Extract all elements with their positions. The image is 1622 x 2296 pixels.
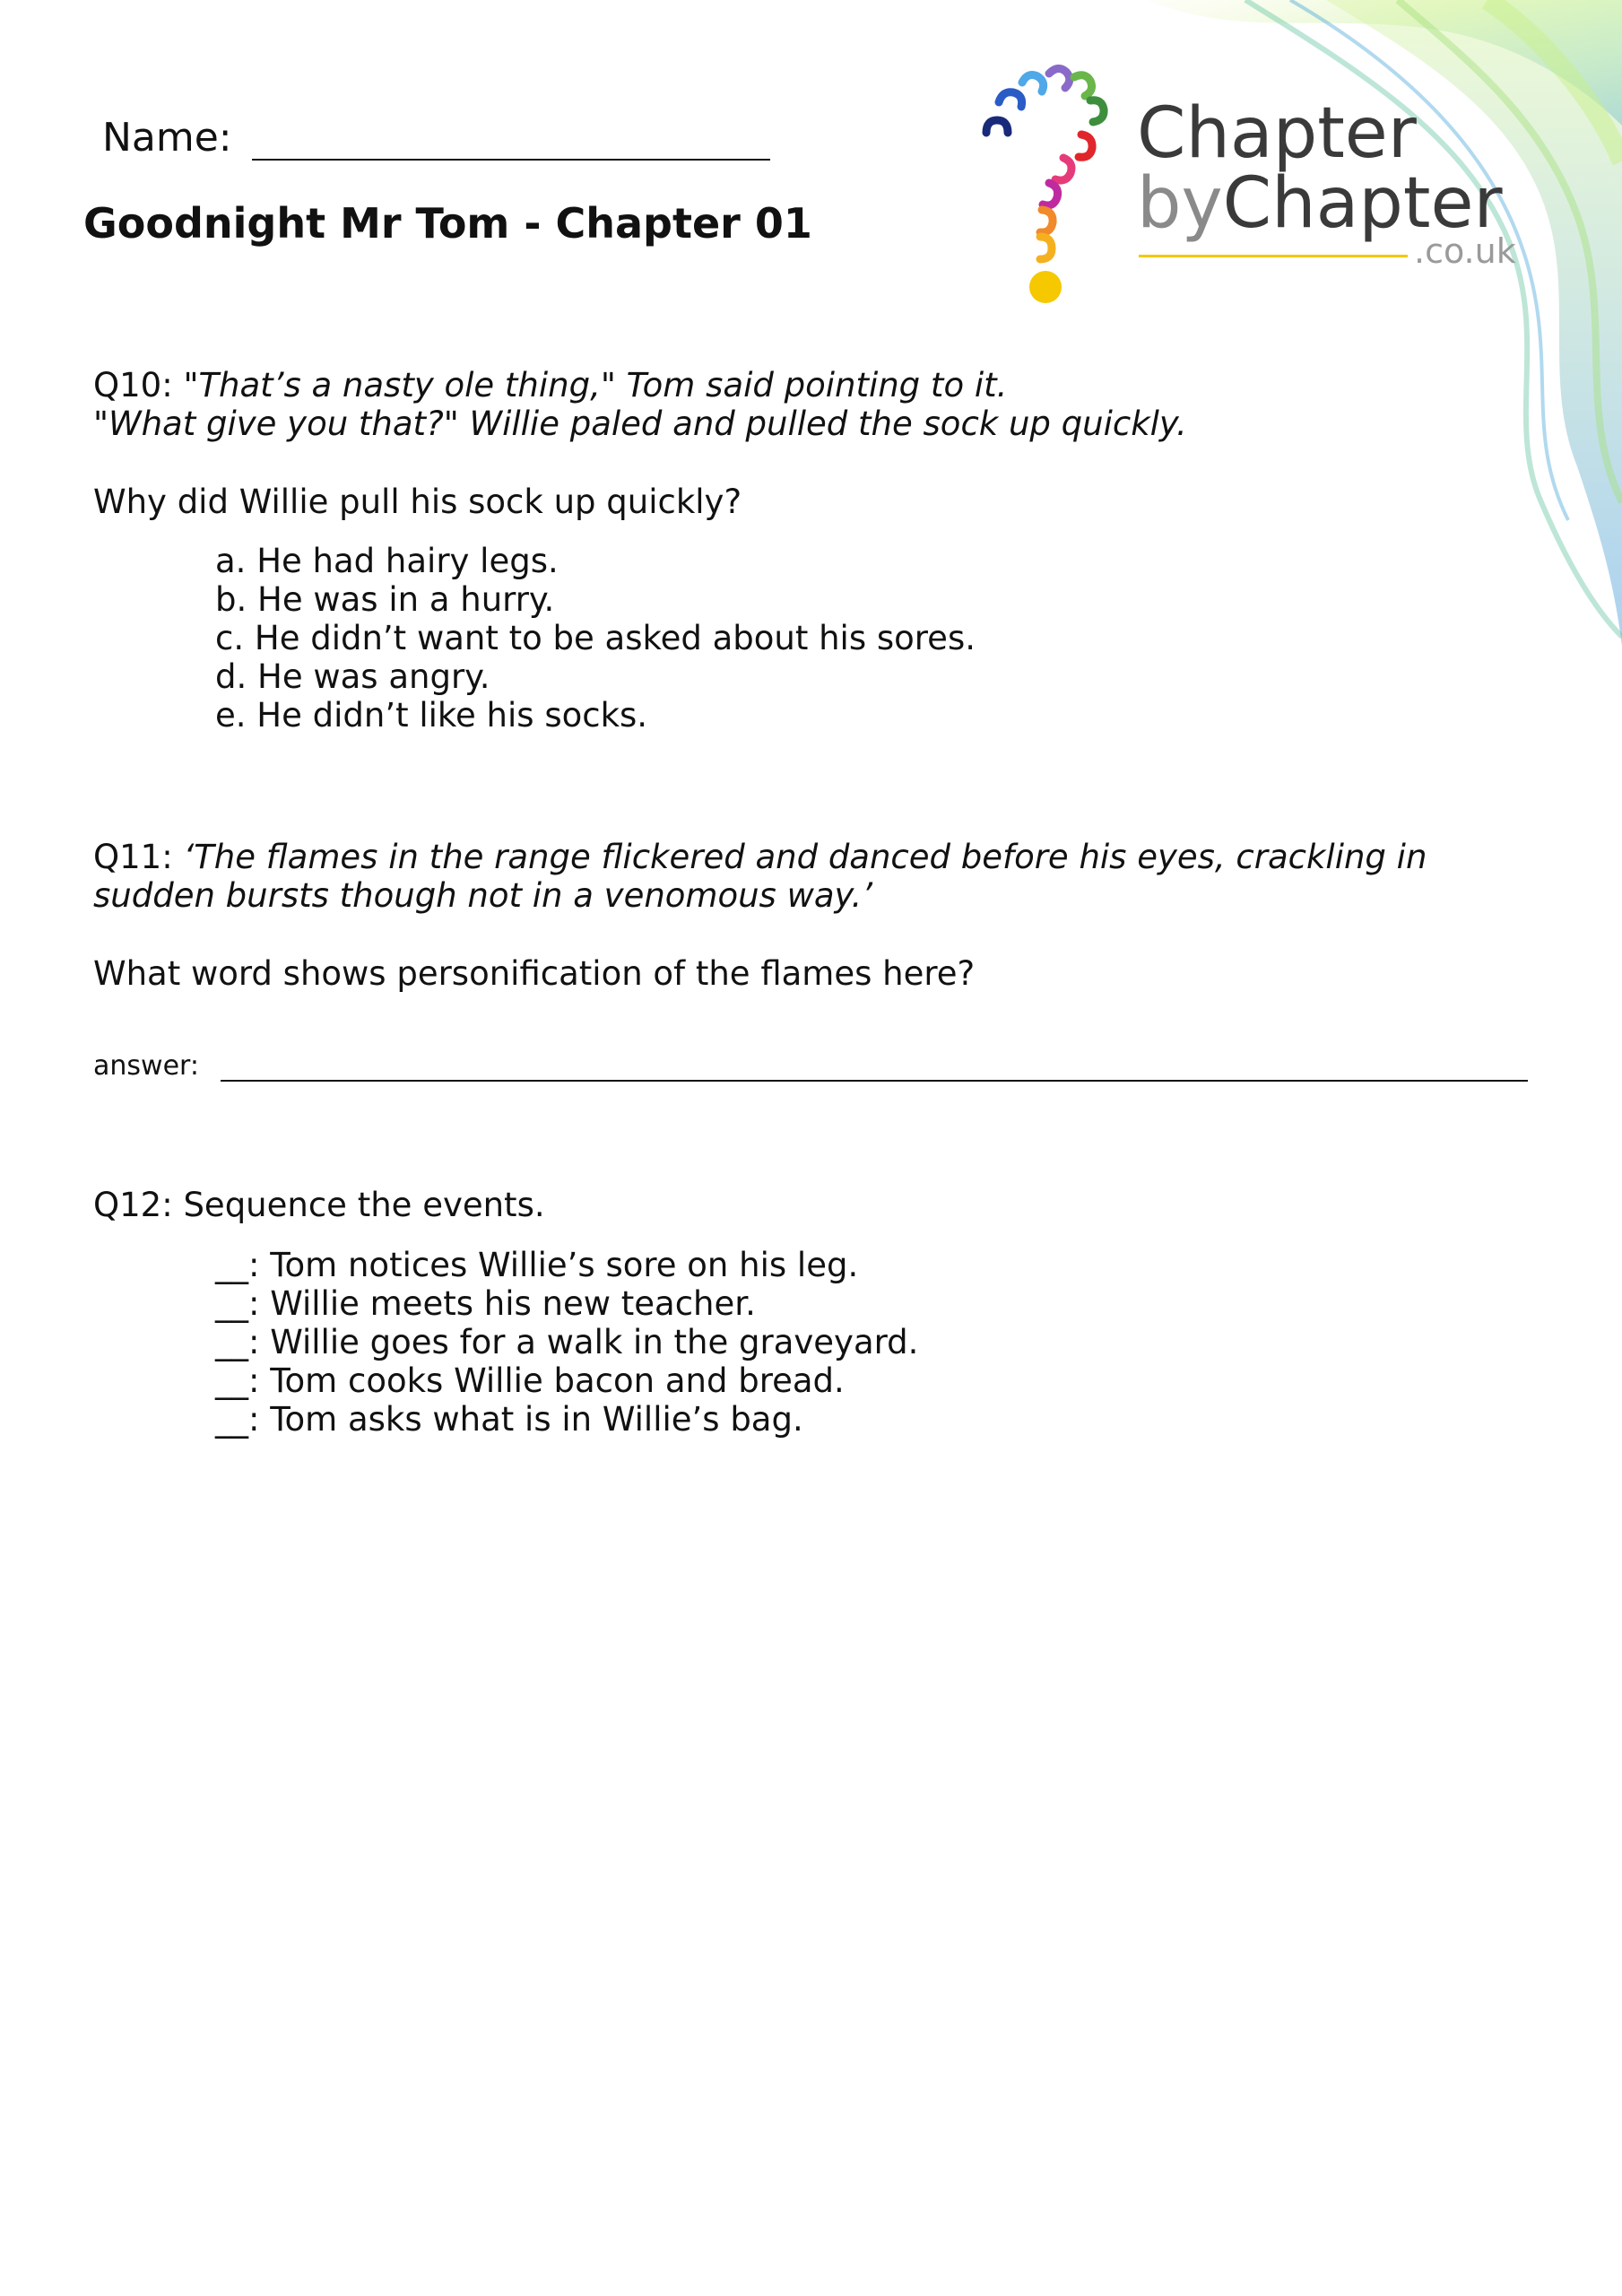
q11-quote-line2: sudden bursts though not in a venomous way.’ bbox=[93, 876, 873, 915]
q10-options bbox=[215, 542, 976, 735]
q11-prompt: What word shows personification of the flames here? bbox=[93, 954, 976, 993]
q12-prompt: Sequence the events. bbox=[183, 1186, 545, 1224]
logo-domain: .co.uk bbox=[1414, 231, 1516, 271]
logo-word-chapter-2: Chapter bbox=[1222, 163, 1503, 244]
logo-word-chapter: Chapter bbox=[1137, 93, 1417, 174]
q10-prompt: Why did Willie pull his sock up quickly? bbox=[93, 483, 742, 521]
q10-quote bbox=[93, 366, 1187, 443]
logo-underline bbox=[1139, 255, 1408, 257]
q12-label: Q12: bbox=[93, 1186, 173, 1224]
q10-quote-line2: "What give you that?" Willie paled and pulled the sock up quickly. bbox=[93, 404, 1187, 443]
q12-event-2[interactable]: __: Willie meets his new teacher. bbox=[215, 1284, 756, 1323]
name-field[interactable] bbox=[102, 115, 770, 161]
name-label: Name: bbox=[102, 115, 232, 161]
q10-option-e[interactable]: e. He didn’t like his socks. bbox=[215, 696, 648, 735]
q11-quote-line1: ‘The flames in the range flickered and danced before his eyes, crackling in bbox=[183, 838, 1427, 876]
q12-event-1[interactable]: __: Tom notices Willie’s sore on his leg. bbox=[215, 1246, 859, 1284]
q11-answer-label: answer: bbox=[93, 1050, 199, 1082]
q10-option-b[interactable]: b. He was in a hurry. bbox=[215, 580, 555, 619]
q12-heading bbox=[93, 1186, 545, 1224]
logo-word-by-chapter bbox=[1137, 163, 1503, 244]
q12-event-5[interactable]: __: Tom asks what is in Willie’s bag. bbox=[215, 1400, 803, 1439]
q12-event-4[interactable]: __: Tom cooks Willie bacon and bread. bbox=[215, 1361, 845, 1400]
q10-option-d[interactable]: d. He was angry. bbox=[215, 657, 490, 696]
q11-answer-line[interactable] bbox=[221, 1049, 1528, 1082]
q12-event-3[interactable]: __: Willie goes for a walk in the graveyard. bbox=[215, 1323, 919, 1361]
q11-label: Q11: bbox=[93, 838, 173, 876]
q11-quote bbox=[93, 838, 1427, 915]
name-line[interactable] bbox=[252, 116, 770, 161]
q10-quote-line1: "That’s a nasty ole thing," Tom said pointing to it. bbox=[183, 366, 1008, 404]
q11-answer-field[interactable] bbox=[93, 1049, 1528, 1082]
q10-option-a[interactable]: a. He had hairy legs. bbox=[215, 542, 559, 580]
books-question-mark-icon bbox=[967, 52, 1128, 312]
chapter-by-chapter-logo bbox=[967, 52, 1540, 312]
q10-label: Q10: bbox=[93, 366, 173, 404]
q10-option-c[interactable]: c. He didn’t want to be asked about his sores. bbox=[215, 619, 976, 657]
logo-word-by: by bbox=[1137, 163, 1223, 244]
page-title: Goodnight Mr Tom - Chapter 01 bbox=[83, 199, 812, 248]
q12-events bbox=[215, 1246, 918, 1439]
